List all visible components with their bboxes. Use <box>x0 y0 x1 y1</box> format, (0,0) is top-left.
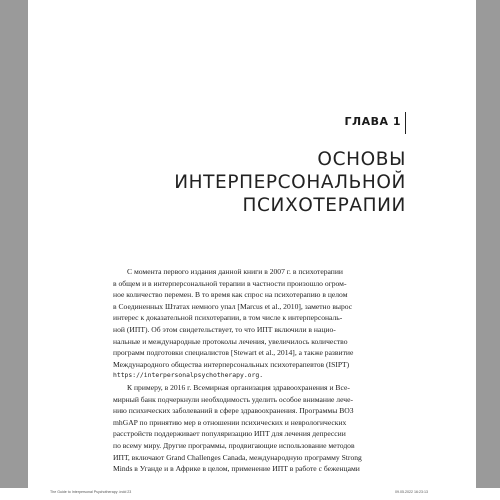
paragraph-line: расстройств поддерживает популяризацию ИПТ для лечения депрессии <box>113 429 346 439</box>
paragraph-line: ИПТ, включают Grand Challenges Canada, международную программу Strong <box>113 452 362 462</box>
paragraph-line: ной (ИПТ). Об этом свидетельствует, то что ИПТ включили в нацио- <box>113 324 336 334</box>
chapter-divider-rule <box>405 112 406 134</box>
paragraph-line: ное количество перемен. В то время как спрос на психотерапию в целом <box>113 290 348 300</box>
paragraph-line: по всему миру. Другие программы, продвигающие использование методов <box>113 440 355 450</box>
paragraph-line: нальные и международные протоколы лечения, увеличилось количество <box>113 336 348 346</box>
paragraph-line: mhGAP по принятию мер в отношении психических и неврологических <box>113 417 347 427</box>
chapter-label: ГЛАВА 1 <box>344 115 401 128</box>
chapter-title-line: ИНТЕРПЕРСОНАЛЬНОЙ <box>174 172 406 193</box>
chapter-title-line: ПСИХОТЕРАПИИ <box>242 195 406 216</box>
paragraph-line: нию психических заболеваний в сфере здравоохранения. Программы ВОЗ <box>113 406 354 416</box>
paragraph-line: в Соединенных Штатах немного упал [Marcus et al., 2010], заметно вырос <box>113 301 353 311</box>
chapter-title <box>140 148 406 217</box>
body-text <box>113 266 405 475</box>
paragraph-line: К примеру, в 2016 г. Всемирная организация здравоохранения и Все- <box>127 382 350 392</box>
paragraph-line: интерес к доказательной психотерапии, в том числе к интерперсональ- <box>113 313 343 323</box>
paragraph-line: в общем и в интерперсональной терапии в частности произошло огром- <box>113 278 347 288</box>
paragraph-line: мирный банк подчеркнули необходимость уделить особое внимание лече- <box>113 394 353 404</box>
paragraph-line: Minds в Уганде и в Африке в целом, применение ИПТ в работе с беженцами <box>113 464 360 474</box>
print-slug-timestamp: 09.05.2022 16:23:13 <box>395 490 428 494</box>
url-line: https://interpersonalpsychotherapy.org. <box>113 371 264 380</box>
paragraph-line: С момента первого издания данной книги в 2007 г. в психотерапии <box>127 267 343 276</box>
paragraph-line: программ подготовки специалистов [Stewart et al., 2014], а также развитие <box>113 348 354 358</box>
print-slug-filename: The Guide to Interpersonal Psychotherapy .indd 23 <box>50 490 132 494</box>
chapter-title-line: ОСНОВЫ <box>317 149 406 170</box>
paragraph-line: Международного общества интерперсональных психотерапевтов (ISIPT) <box>113 359 350 369</box>
